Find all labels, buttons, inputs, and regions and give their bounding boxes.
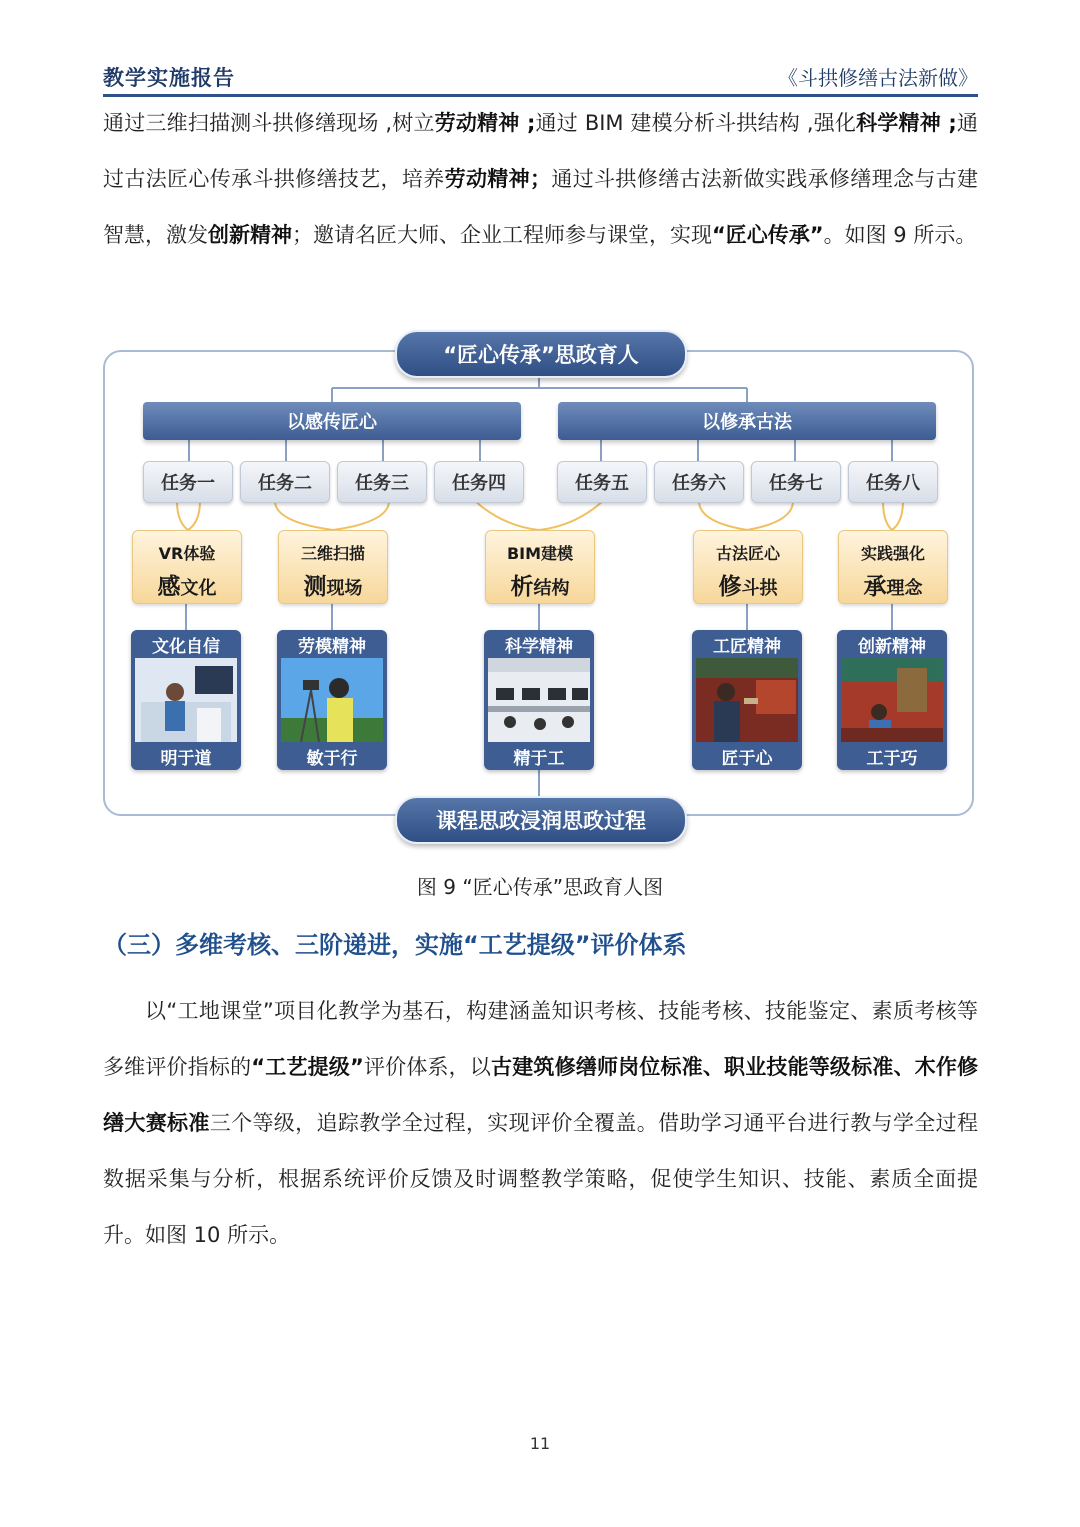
text-run: 三个等级，追踪教学全过程，实现评价全覆盖。借助学习通平台进行教与学全过程数据采集与分析，根据系统评价反馈及时调整教学策略，促使学生知识、技能、素质全面提升。如图 10 所示。 — [103, 1111, 978, 1247]
activity-line1: 实践强化 — [860, 544, 925, 563]
card-craftsman-spirit — [692, 630, 802, 770]
task-8: 任务八 — [848, 461, 938, 503]
text-run: 评价体系，以 — [363, 1055, 492, 1079]
activity-rest: 理念 — [886, 578, 923, 599]
course-title: 《斗拱修缮古法新做》 — [778, 66, 978, 90]
task-3: 任务三 — [337, 461, 427, 503]
card-motto: 精于工 — [513, 748, 565, 769]
activity-line1: VR体验 — [158, 544, 216, 563]
card-cultural-confidence — [131, 630, 241, 770]
report-title: 教学实施报告 — [103, 66, 235, 90]
text-run-bold: “工艺提级” — [251, 1055, 364, 1079]
card-innovation-spirit — [837, 630, 947, 770]
bracket-repair-photo — [696, 658, 798, 742]
activity-vr — [132, 530, 242, 604]
text-run: 以“工地课堂”项目化教学为基石，构建涵盖知识考核、技能考核、技能鉴定、素质考核等多维评价指标的 — [103, 999, 978, 1079]
activity-key-char: 析 — [510, 574, 534, 600]
text-run-bold: 创新精神 — [208, 223, 292, 247]
surveying-photo — [281, 658, 383, 742]
text-run-bold: 劳动精神 ; — [434, 111, 536, 135]
text-run: 通过 BIM 建模分析斗拱结构 ,强化 — [535, 111, 857, 135]
text-run-bold: 科学精神 ; — [856, 111, 957, 135]
ancient-building-photo — [841, 658, 943, 742]
text-run-bold: “匠心传承” — [712, 223, 824, 247]
activity-rest: 现场 — [326, 578, 363, 599]
card-model-worker — [277, 630, 387, 770]
paragraph-1 — [103, 95, 978, 263]
text-run-bold: 古建筑修缮师岗位标准、职业技能等级标准、木作修缮大赛标准 — [103, 1055, 979, 1135]
card-title: 科学精神 — [505, 636, 573, 657]
activity-practice — [838, 530, 948, 604]
card-motto: 匠于心 — [721, 748, 773, 769]
activity-key-char: 修 — [718, 574, 742, 600]
card-title: 创新精神 — [858, 636, 926, 657]
text-run: 。如图 9 所示。 — [823, 223, 977, 247]
vr-experience-photo — [135, 658, 237, 742]
task-7: 任务七 — [751, 461, 841, 503]
section-heading: （三）多维考核、三阶递进，实施“工艺提级”评价体系 — [103, 931, 687, 959]
activity-rest: 斗拱 — [741, 578, 778, 599]
activity-repair — [693, 530, 803, 604]
task-1: 任务一 — [143, 461, 233, 503]
figure-caption: 图 9 “匠心传承”思政育人图 — [416, 875, 664, 899]
card-title: 文化自信 — [152, 636, 220, 657]
text-run: 通过三维扫描测斗拱修缮现场 ,树立 — [103, 111, 435, 135]
task-6: 任务六 — [654, 461, 744, 503]
text-run: 通过斗拱修缮古法新做实践承修缮理念与古建智慧，激发 — [103, 167, 979, 247]
text-run: ；邀请名匠大师、企业工程师参与课堂，实现 — [292, 223, 712, 247]
page-header — [103, 60, 978, 96]
bottom-title-pill: 课程思政浸润思政过程 — [395, 796, 687, 844]
text-run: 通过古法匠心传承斗拱修缮技艺，培养 — [103, 111, 978, 191]
activity-rest: 结构 — [533, 578, 570, 599]
activity-line1: 古法匠心 — [715, 544, 780, 563]
activity-key-char: 承 — [863, 574, 887, 600]
card-motto: 工于巧 — [866, 748, 918, 769]
task-4: 任务四 — [434, 461, 524, 503]
page-number: 11 — [529, 1434, 551, 1453]
figure-9 — [103, 330, 978, 842]
branch-left-bar: 以感传匠心 — [143, 402, 521, 440]
task-5: 任务五 — [557, 461, 647, 503]
paragraph-2 — [103, 983, 978, 1263]
top-title-pill: “匠心传承”思政育人 — [395, 330, 687, 378]
activity-line1: 三维扫描 — [300, 544, 365, 563]
card-title: 工匠精神 — [713, 636, 781, 657]
card-title: 劳模精神 — [298, 636, 366, 657]
text-run-bold: 劳动精神； — [444, 167, 552, 191]
branch-right-bar: 以修承古法 — [558, 402, 936, 440]
card-motto: 明于道 — [160, 748, 212, 769]
activity-key-char: 感 — [157, 574, 181, 600]
computer-lab-photo — [488, 658, 590, 742]
activity-bim — [485, 530, 595, 604]
activity-key-char: 测 — [303, 574, 327, 600]
task-2: 任务二 — [240, 461, 330, 503]
activity-scan — [278, 530, 388, 604]
card-motto: 敏于行 — [306, 748, 358, 769]
activity-rest: 文化 — [180, 578, 217, 599]
card-scientific-spirit — [484, 630, 594, 770]
activity-line1: BIM建模 — [506, 544, 574, 563]
